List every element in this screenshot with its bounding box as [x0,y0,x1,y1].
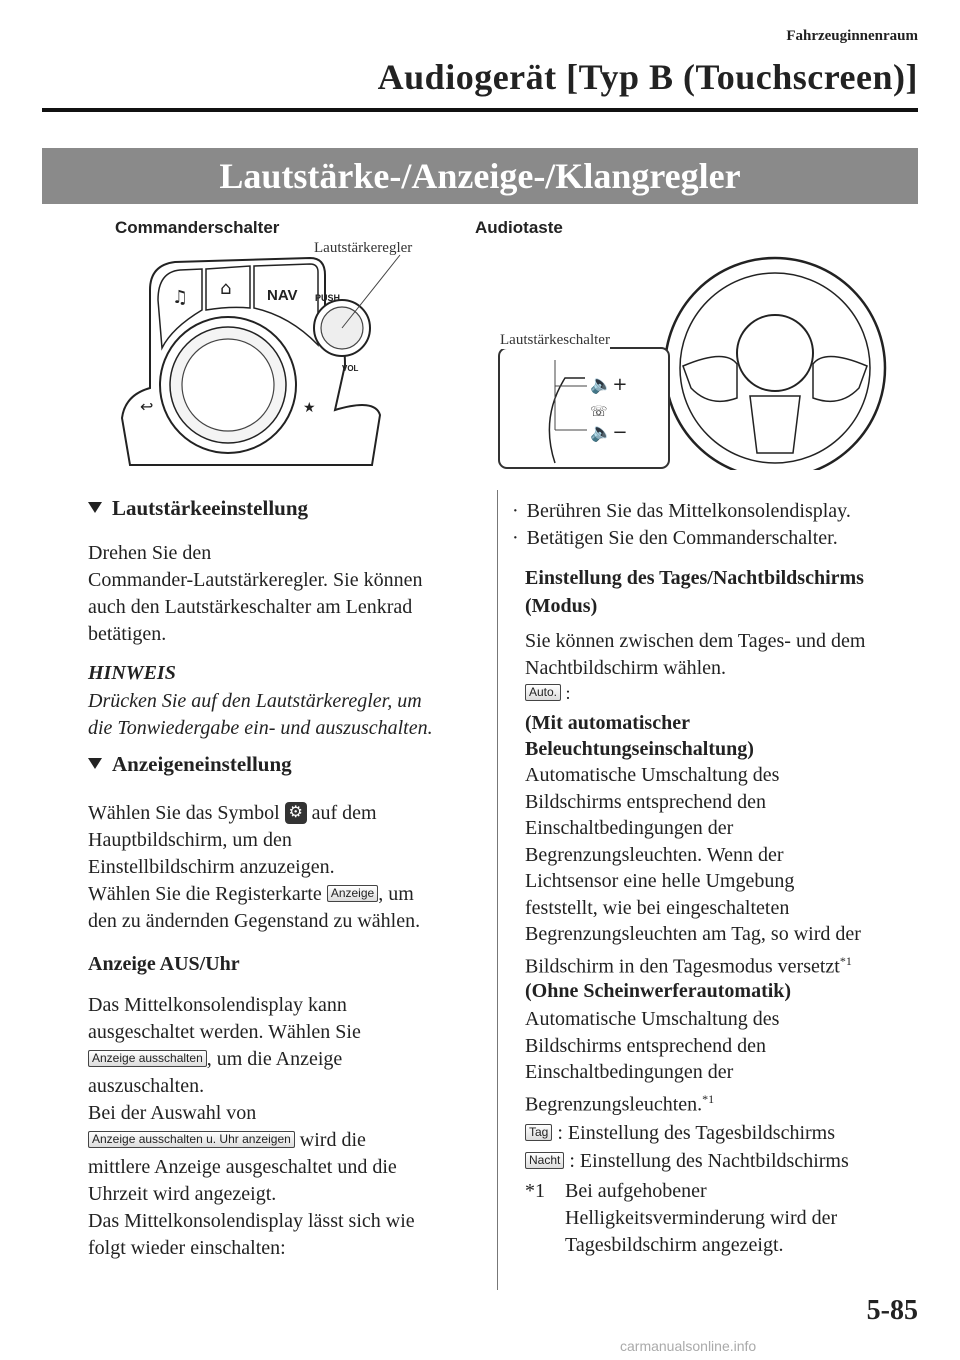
tab-anzeige-button[interactable]: Anzeige [327,885,378,902]
svg-text:⌂: ⌂ [220,278,232,299]
paragraph-display-off: Das Mittelkonsolendisplay kann ausgeschaltet werden. Wählen Sie Anzeige ausschalten , um die Anzeige auszuschalten. Bei der Auswahl von Anzeige ausschalten u. Uhr anzeigen wird die mittlere Anzeige ausgeschaltet und die Uhrzeit wird angezeigt. Das Mittelkonsolendisplay lässt sich wie folgt wieder einschalten: [88,994,415,1259]
nav-label: NAV [267,287,298,304]
heading-mit-automatik: (Mit automatischer Beleuchtungseinschaltung) [525,712,754,760]
paragraph-ohne: Automatische Umschaltung des Bildschirms entsprechend den Einschaltbedingungen der Begrenzungsleuchten.$^{*1}$ [525,1008,780,1116]
page-number: 5-85 [866,1295,918,1326]
section-banner: Lautstärke-/Anzeige-/Klangregler [42,148,918,204]
svg-text:🔈−: 🔈− [590,422,628,443]
figure-left-title: Commanderschalter [115,218,280,237]
figure-left-callout: Lautstärkeregler [314,240,413,256]
svg-text:🔈+: 🔈+ [590,374,628,395]
triangle-icon [88,758,102,769]
list-item: · Betätigen Sie den Commanderschalter. [512,527,838,549]
settings-gear-icon: ⚙ [285,802,307,824]
svg-text:↩: ↩ [140,397,154,416]
heading-modus: Einstellung des Tages/Nachtbildschirms (Modus) [525,567,864,617]
column-divider [497,490,498,1290]
paragraph-display: Wählen Sie das Symbol ⚙ auf dem Hauptbildschirm, um den Einstellbildschirm anzuzeigen. Wählen Sie die Registerkarte Anzeige , um den zu ändernden Gegenstand zu wählen. [88,802,421,932]
vol-label: VOL [342,364,359,373]
anzeige-ausschalten-button[interactable]: Anzeige ausschalten [88,1050,207,1067]
list-item: · Berühren Sie das Mittelkonsolendisplay. [512,500,851,522]
svg-text:♫: ♫ [172,287,189,308]
commander-switch-illustration [110,250,490,470]
svg-text:☏: ☏ [590,404,608,420]
footnote-mark: *1 [525,1180,545,1202]
footnote-ref: *1 [839,953,852,968]
nacht-line: Nacht : Einstellung des Nachtbildschirms [525,1148,925,1175]
footnote-ref: *1 [702,1091,715,1106]
bullet-list [512,498,922,552]
figure-right-title: Audiotaste [475,218,563,237]
heading-ohne-automatik: (Ohne Scheinwerferautomatik) [525,980,792,1002]
hinweis-label: HINWEIS [88,662,176,684]
svg-text:★: ★ [303,400,316,416]
push-label: PUSH [315,293,341,303]
figure-right-callout: Lautstärkeschalter [500,332,610,348]
footnote-text: Bei aufgehobener Helligkeitsverminderung wird der Tagesbildschirm angezeigt. [565,1180,838,1256]
section-title: Fahrzeuginnenraum [786,28,918,44]
paragraph-volume: Drehen Sie den Commander-Lautstärkeregler. Sie können auch den Lautstärkeschalter am Lenkrad betätigen. [88,542,423,645]
chapter-title: Audiogerät [Typ B (Touchscreen)] [377,57,918,97]
heading-anzeige-aus-uhr: Anzeige AUS/Uhr [88,953,240,975]
hinweis-text: Drücken Sie auf den Lautstärkeregler, um die Tonwiedergabe ein- und auszuschalten. [88,690,433,739]
auto-line: Auto. : [525,683,571,704]
heading-lautstaerkeeinstellung: Lautstärkeeinstellung [88,496,308,521]
anzeige-ausschalten-uhr-button[interactable]: Anzeige ausschalten u. Uhr anzeigen [88,1131,295,1148]
tag-button[interactable]: Tag [525,1124,552,1141]
auto-button[interactable]: Auto. [525,684,561,701]
tag-line: Tag : Einstellung des Tagesbildschirms [525,1120,925,1147]
triangle-icon [88,502,102,513]
watermark: carmanualsonline.info [620,1338,757,1354]
paragraph-auto: Automatische Umschaltung des Bildschirms entsprechend den Einschaltbedingungen der Begrenzungsleuchten. Wenn der Lichtsensor eine helle Umgebung feststellt, wie bei eingeschalteten Begrenzungsleuchten am Tag, so wird der Bildschirm in den Tagesmodus versetzt$^{*1}$ [525,764,861,978]
paragraph-modus: Sie können zwischen dem Tages- und dem Nachtbildschirm wählen. [525,630,866,679]
header-rule [42,108,918,112]
nacht-button[interactable]: Nacht [525,1152,564,1169]
steering-wheel-illustration [495,238,905,470]
heading-anzeigeneinstellung: Anzeigeneinstellung [88,752,292,777]
